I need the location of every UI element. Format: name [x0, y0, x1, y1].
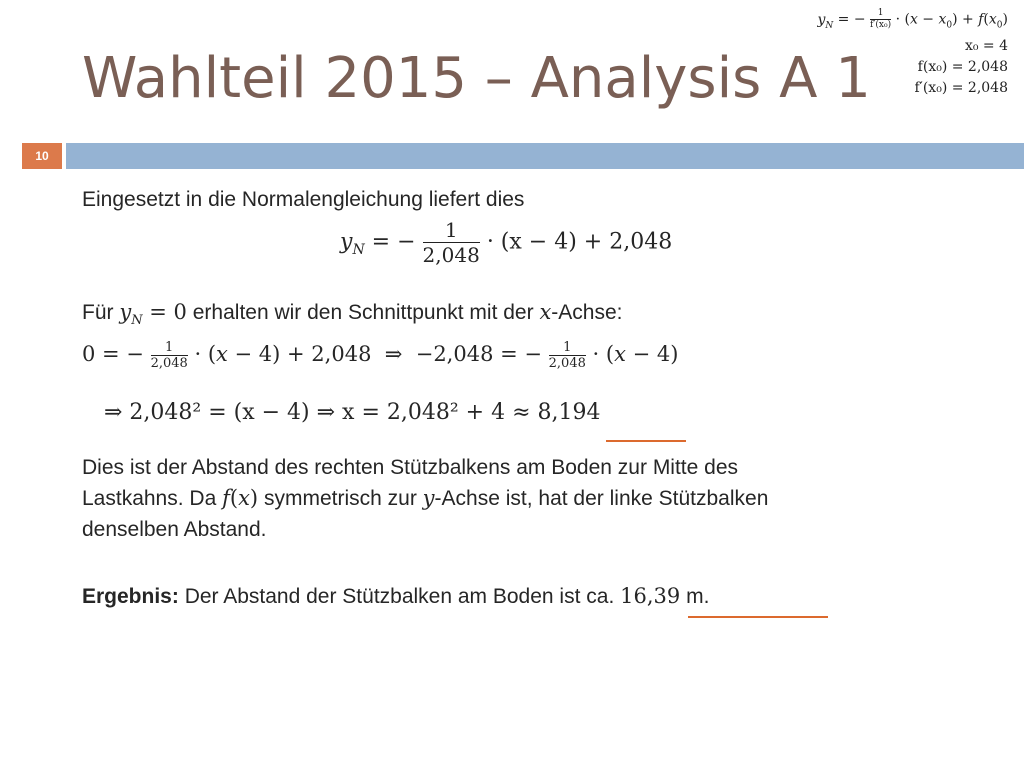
- result-underline-1: [606, 440, 686, 442]
- fuer-text: erhalten wir den Schnittpunkt mit der: [192, 301, 534, 324]
- result-underline-2: [688, 616, 828, 618]
- corner-fraction: $\frac{1}{\text{f′(x₀)}}$: [870, 8, 892, 30]
- explanation-paragraph: [82, 452, 768, 545]
- normal-equation: $y_N$ = − $\frac{1}{2,048}$ · (x − 4) + 2,048: [340, 218, 673, 267]
- eq2-num-right: 1: [549, 340, 586, 356]
- result-unit: m.: [686, 585, 710, 608]
- eq1-lhs: y: [340, 229, 353, 255]
- eq1-rest: · (x − 4) + 2,048: [486, 229, 673, 255]
- para-line-2: Lastkahns. Da f(x) symmetrisch zur y-Achse ist, hat der linke Stützbalken: [82, 486, 769, 510]
- fuer-label: Für: [82, 301, 114, 324]
- corner-formula-fpx0: f′(x₀) = 2,048: [914, 80, 1008, 97]
- result-label: Ergebnis:: [82, 585, 179, 608]
- eq2-num-left: 1: [151, 340, 188, 356]
- title-divider-bar: [66, 143, 1024, 169]
- slide-number-badge: 10: [22, 143, 62, 169]
- equation-3: ⇒ 2,048² = (x − 4) ⇒ x = 2,048² + 4 ≈ 8,194: [104, 400, 601, 425]
- para-line-2b: symmetrisch zur: [263, 487, 417, 510]
- para-line-2c: -Achse ist, hat der linke Stützbalken: [434, 487, 769, 510]
- para-line-1: Dies ist der Abstand des rechten Stützbalkens am Boden zur Mitte des: [82, 456, 739, 479]
- intro-text: Eingesetzt in die Normalengleichung liefert dies: [82, 188, 525, 211]
- corner-formula-normal: $y_N$ = − $\frac{1}{\text{f′(x₀)}}$ · $(x - x_0) + f(x_0)$: [817, 8, 1008, 31]
- eq2-den-right: 2,048: [548, 356, 586, 371]
- result-line: [82, 584, 709, 609]
- corner-formula-x0: x₀ = 4: [964, 38, 1008, 55]
- eq2-fraction-left: [151, 340, 188, 371]
- para-line-2a: Lastkahns. Da: [82, 487, 217, 510]
- eq1-sub: N: [352, 241, 365, 258]
- eq2-fraction-right: [549, 340, 586, 371]
- fuer-achse: -Achse:: [551, 301, 623, 324]
- schnittpunkt-line: Für $y_N = 0$ erhalten wir den Schnittpunkt mit der x-Achse:: [82, 300, 623, 329]
- eq1-fraction: [423, 218, 480, 267]
- corner-formula-fx0: f(x₀) = 2,048: [917, 59, 1008, 76]
- result-value: 16,39: [620, 584, 681, 608]
- page-title: Wahlteil 2015 – Analysis A 1: [82, 46, 871, 111]
- eq1-num: 1: [423, 218, 480, 243]
- para-line-3: denselben Abstand.: [82, 518, 267, 541]
- eq1-den: 2,048: [422, 243, 480, 267]
- eq2-den-left: 2,048: [150, 356, 188, 371]
- equation-2: 0 = − $\frac{1}{2,048}$ · (x − 4) + 2,048 ⇒ −2,048 = − $\frac{1}{2,048}$ · (x − 4): [82, 340, 679, 371]
- result-text: Der Abstand der Stützbalken am Boden ist ca.: [184, 585, 615, 608]
